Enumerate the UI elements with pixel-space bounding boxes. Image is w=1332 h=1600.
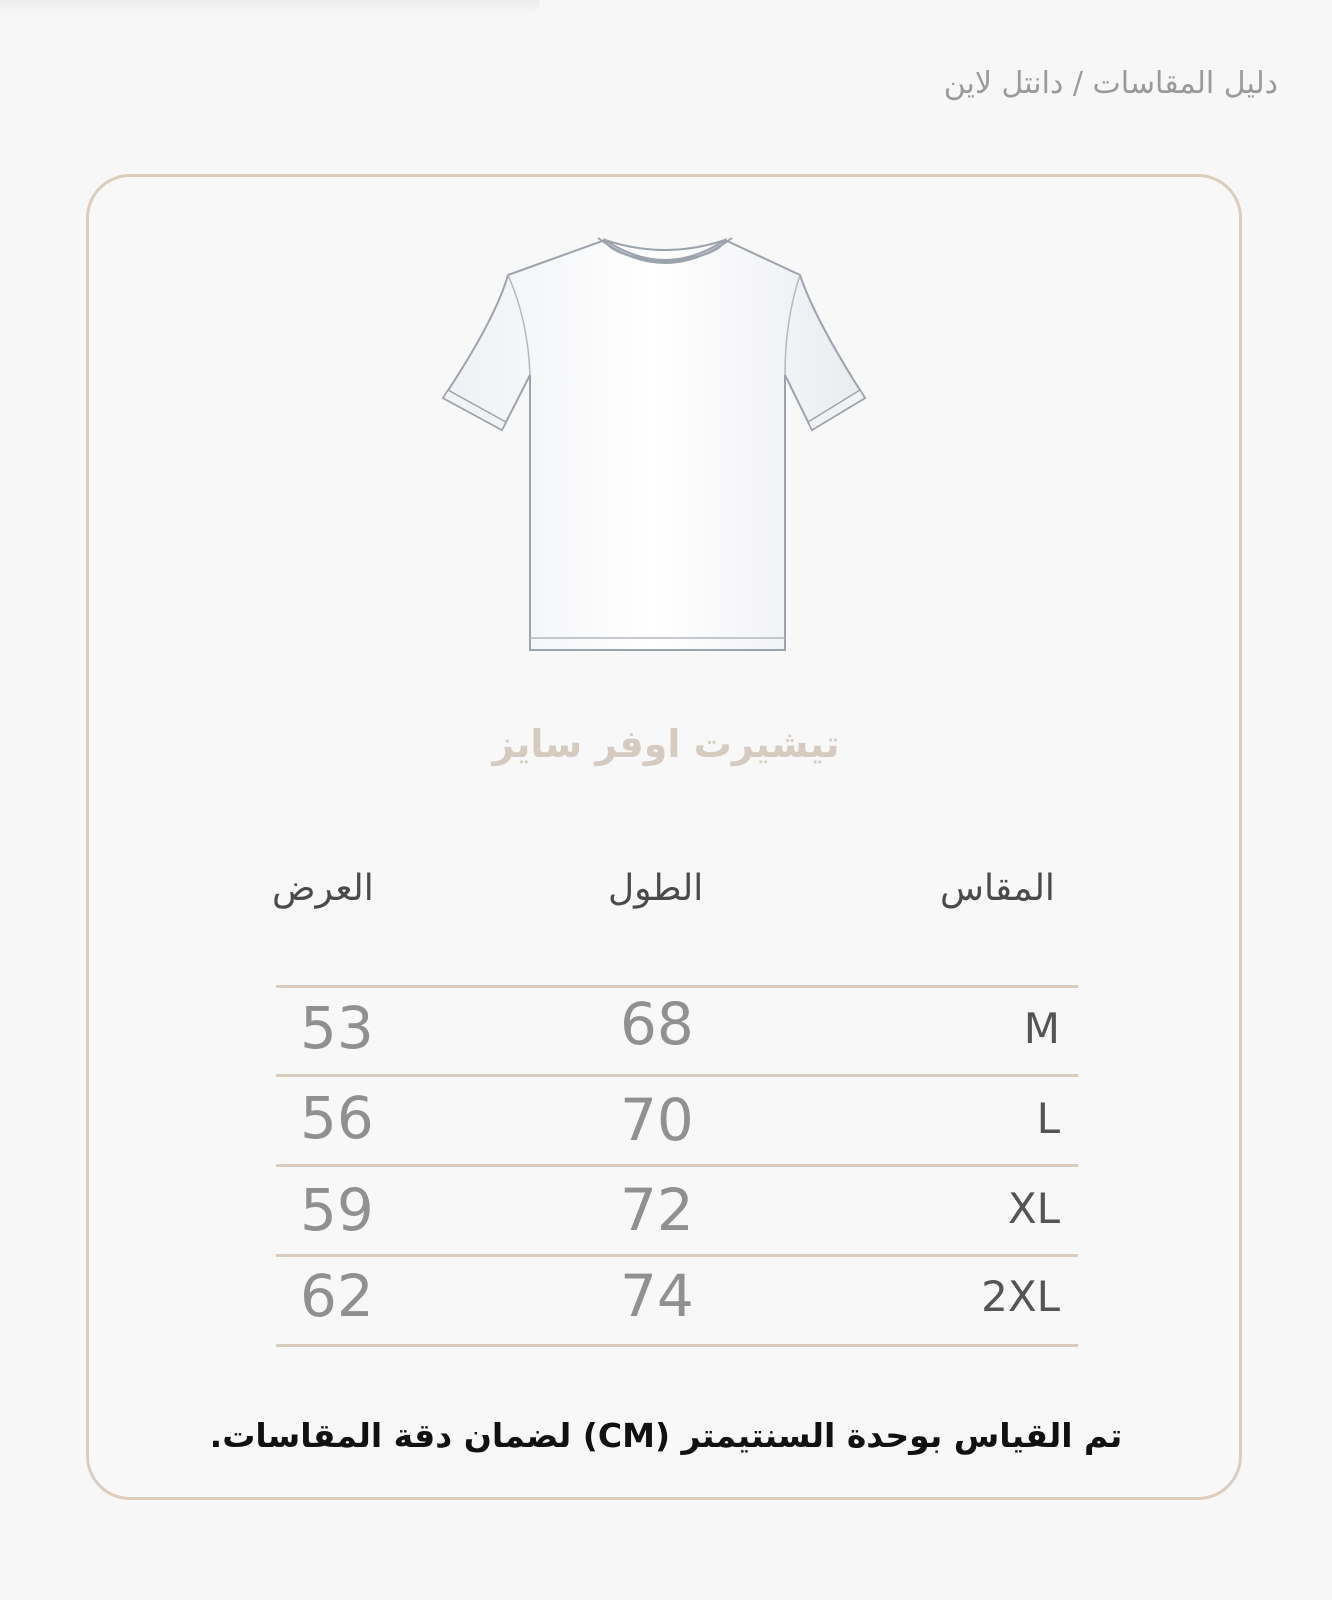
table-divider <box>276 1164 1078 1167</box>
breadcrumb: دليل المقاسات / دانتل لاين <box>943 66 1278 101</box>
table-cell-size: XL <box>1007 1184 1060 1233</box>
table-divider <box>276 1344 1078 1347</box>
table-cell-size: M <box>1023 1004 1060 1053</box>
table-cell-length: 72 <box>620 1176 694 1244</box>
column-header-length: الطول <box>608 868 704 909</box>
table-cell-length: 68 <box>620 990 694 1058</box>
table-cell-width: 62 <box>300 1262 374 1330</box>
table-divider <box>276 1254 1078 1257</box>
column-header-width: العرض <box>272 868 374 909</box>
measurement-note: تم القياس بوحدة السنتيمتر (CM) لضمان دقة المقاسات. <box>209 1416 1123 1455</box>
table-divider <box>276 985 1078 988</box>
table-cell-size: 2XL <box>981 1272 1060 1321</box>
table-cell-size: L <box>1036 1094 1060 1143</box>
table-cell-length: 74 <box>620 1262 694 1330</box>
table-cell-width: 59 <box>300 1176 374 1244</box>
table-cell-length: 70 <box>620 1086 694 1154</box>
top-strip <box>0 0 540 16</box>
tshirt-icon <box>440 230 890 680</box>
column-header-size: المقاس <box>940 868 1055 909</box>
product-title: تيشيرت اوفر سايز <box>492 722 840 766</box>
table-divider <box>276 1074 1078 1077</box>
table-cell-width: 56 <box>300 1084 374 1152</box>
table-cell-width: 53 <box>300 994 374 1062</box>
